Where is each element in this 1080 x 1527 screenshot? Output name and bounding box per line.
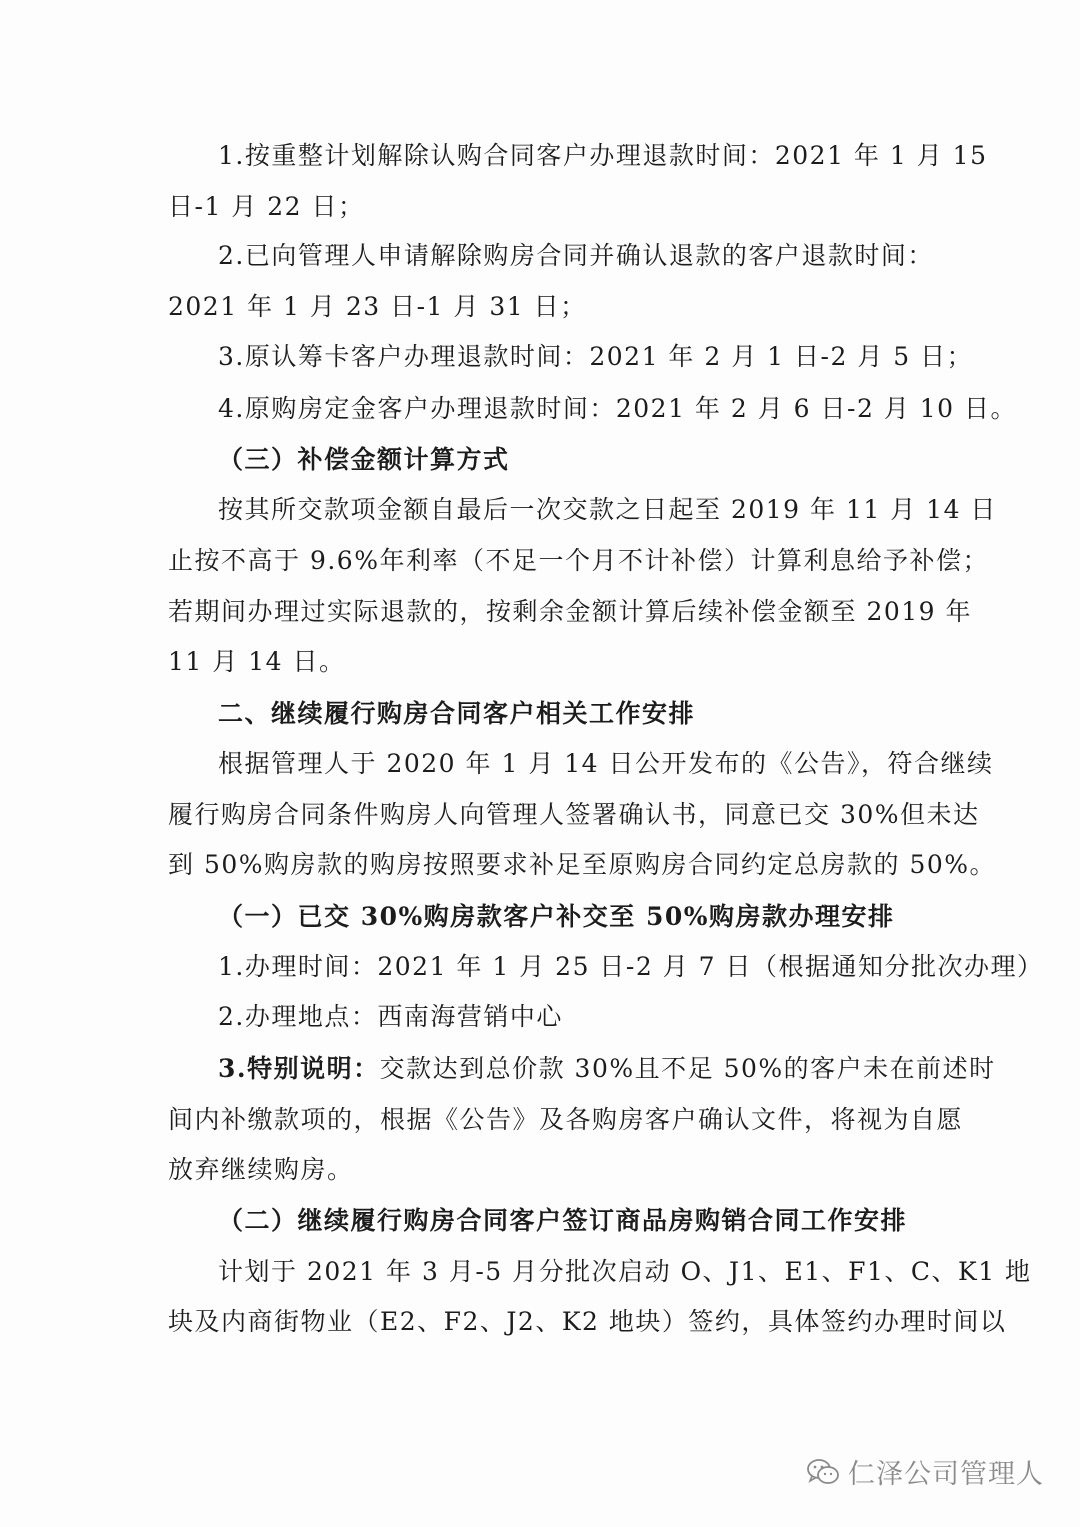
text-line-6: 4.原购房定金客户办理退款时间：2021 年 2 月 6 日-2 月 10 日。 [218,394,1018,423]
text-line-17: 1.办理时间：2021 年 1 月 25 日-2 月 7 日（根据通知分批次办理） [218,952,1044,981]
text-line-11: 11 月 14 日。 [168,647,346,676]
section-heading-3: （三）补偿金额计算方式 [218,445,510,474]
text-line-5: 3.原认筹卡客户办理退款时间：2021 年 2 月 1 日-2 月 5 日； [218,342,974,371]
text-line-19 [218,1052,996,1086]
special-note-label: 3.特别说明： [218,1054,380,1083]
text-line-9: 止按不高于 9.6%年利率（不足一个月不计补偿）计算利息给予补偿； [168,546,989,575]
text-line-23: 计划于 2021 年 3 月-5 月分批次启动 O、J1、E1、F1、C、K1 地 [218,1257,1032,1286]
text-line-18: 2.办理地点：西南海营销中心 [218,1002,563,1031]
watermark [806,1452,1044,1491]
text-line-8: 按其所交款项金额自最后一次交款之日起至 2019 年 11 月 14 日 [218,495,997,524]
text-line-3: 2.已向管理人申请解除购房合同并确认退款的客户退款时间： [218,241,934,270]
text-line-20: 间内补缴款项的，根据《公告》及各购房客户确认文件，将视为自愿 [168,1105,964,1134]
special-note-text: 交款达到总价款 30%且不足 50%的客户未在前述时 [379,1054,996,1083]
wechat-icon [806,1458,840,1486]
text-line-14: 履行购房合同条件购房人向管理人签署确认书，同意已交 30%但未达 [168,800,980,829]
text-line-24: 块及内商街物业（E2、F2、J2、K2 地块）签约，具体签约办理时间以 [168,1307,1007,1336]
text-line-1: 1.按重整计划解除认购合同客户办理退款时间：2021 年 1 月 15 [218,141,988,170]
text-line-13: 根据管理人于 2020 年 1 月 14 日公开发布的《公告》，符合继续 [218,749,994,778]
watermark-text: 仁泽公司管理人 [848,1459,1044,1490]
subsection-heading-1: （一）已交 30%购房款客户补交至 50%购房款办理安排 [218,902,895,931]
subsection-heading-2: （二）继续履行购房合同客户签订商品房购销合同工作安排 [218,1206,908,1235]
text-line-4: 2021 年 1 月 23 日-1 月 31 日； [168,292,587,321]
text-line-10: 若期间办理过实际退款的，按剩余金额计算后续补偿金额至 2019 年 [168,597,973,626]
text-line-2: 日-1 月 22 日； [168,192,365,221]
section-heading-2: 二、继续履行购房合同客户相关工作安排 [218,699,696,728]
text-line-15: 到 50%购房款的购房按照要求补足至原购房合同约定总房款的 50%。 [168,850,997,879]
text-line-21: 放弃继续购房。 [168,1155,354,1184]
